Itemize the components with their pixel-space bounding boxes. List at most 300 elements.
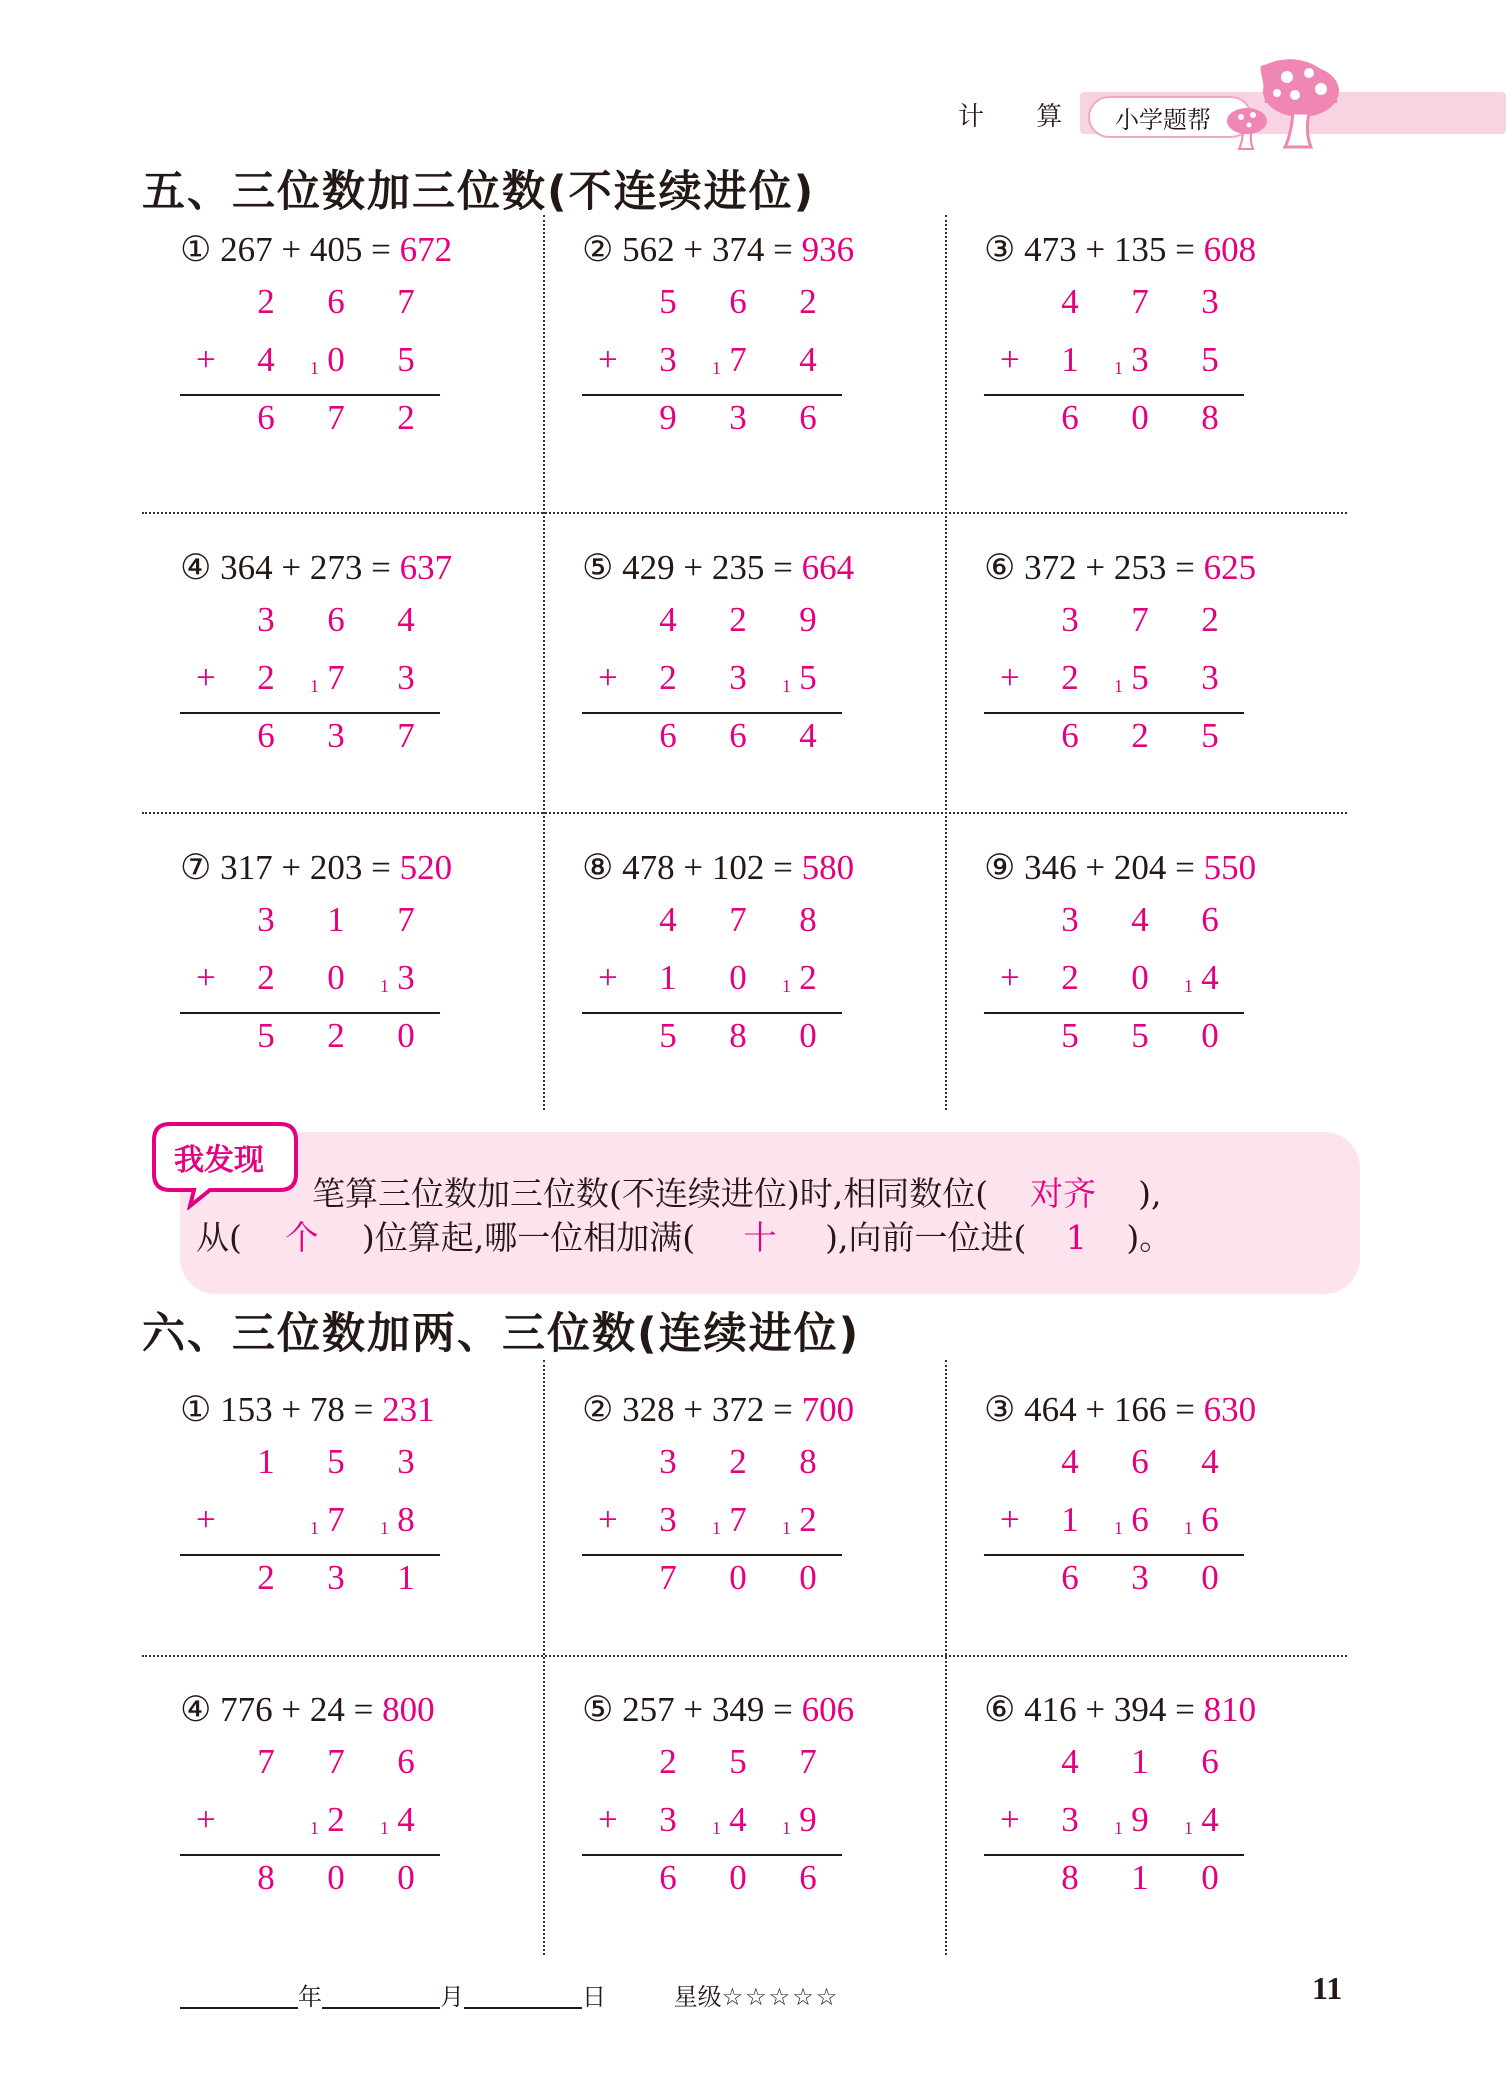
sum-digit: 1 bbox=[1131, 1858, 1149, 1897]
addend-digit: 2 bbox=[729, 1442, 747, 1481]
addend-digit: 4 bbox=[729, 1800, 747, 1839]
column-plus-sign: + bbox=[1000, 658, 1020, 697]
sum-line bbox=[582, 712, 842, 714]
problem-number: ② bbox=[582, 230, 614, 269]
addition-problem bbox=[180, 1390, 580, 1690]
addend-a: 372 bbox=[1024, 548, 1077, 587]
addend-digit: 3 bbox=[1131, 340, 1149, 379]
plus-sign: + bbox=[674, 230, 712, 269]
sum-digit: 6 bbox=[799, 1858, 817, 1897]
addend-a: 776 bbox=[220, 1690, 273, 1729]
addend-digit: 4 bbox=[1201, 958, 1219, 997]
addend-digit: 3 bbox=[729, 658, 747, 697]
spacer bbox=[211, 230, 220, 269]
sum-line bbox=[180, 1854, 440, 1856]
day-label: 日 bbox=[582, 1983, 606, 2011]
addend-digit: 2 bbox=[1061, 658, 1079, 697]
addend-digit: 6 bbox=[1201, 900, 1219, 939]
answer: 664 bbox=[801, 548, 855, 587]
year-label: 年 bbox=[298, 1983, 322, 2011]
addend-a: 346 bbox=[1024, 848, 1077, 887]
addend-a: 478 bbox=[622, 848, 675, 887]
addend-digit: 8 bbox=[799, 900, 817, 939]
discovery-text: 从( bbox=[196, 1218, 242, 1257]
answer: 810 bbox=[1203, 1690, 1257, 1729]
sum-digit: 6 bbox=[1061, 398, 1079, 437]
sum-line bbox=[984, 712, 1244, 714]
equation bbox=[180, 1390, 435, 1430]
answer: 608 bbox=[1203, 230, 1257, 269]
sum-digit: 3 bbox=[327, 716, 345, 755]
addend-digit: 6 bbox=[1201, 1500, 1219, 1539]
addend-a: 416 bbox=[1024, 1690, 1077, 1729]
addend-digit: 1 bbox=[327, 900, 345, 939]
addend-digit: 2 bbox=[729, 600, 747, 639]
addend-b: 253 bbox=[1113, 548, 1167, 587]
addend-digit: 4 bbox=[257, 340, 275, 379]
discovery-text: )。 bbox=[1126, 1218, 1173, 1257]
sum-digit: 2 bbox=[327, 1016, 345, 1055]
addition-problem bbox=[984, 848, 1384, 1148]
addition-problem bbox=[180, 548, 580, 848]
addition-problem bbox=[180, 230, 580, 530]
carry-mark: 1 bbox=[310, 1518, 319, 1538]
addend-b: 349 bbox=[711, 1690, 765, 1729]
carry-mark: 1 bbox=[712, 358, 721, 378]
spacer bbox=[613, 1390, 622, 1429]
equation bbox=[984, 848, 1256, 888]
addend-digit: 6 bbox=[397, 1742, 415, 1781]
spacer bbox=[1015, 230, 1024, 269]
spacer bbox=[211, 1390, 220, 1429]
column-plus-sign: + bbox=[598, 1500, 618, 1539]
problem-number: ③ bbox=[984, 1390, 1016, 1429]
sum-digit: 2 bbox=[257, 1558, 275, 1597]
addend-a: 364 bbox=[220, 548, 273, 587]
sum-line bbox=[582, 1012, 842, 1014]
addend-digit: 4 bbox=[659, 900, 677, 939]
sum-line bbox=[984, 394, 1244, 396]
addend-digit: 6 bbox=[1131, 1500, 1149, 1539]
spacer bbox=[613, 1690, 622, 1729]
addend-digit: 4 bbox=[1061, 1742, 1079, 1781]
problem-number: ② bbox=[582, 1390, 614, 1429]
addend-digit: 4 bbox=[1061, 1442, 1079, 1481]
addition-problem bbox=[984, 230, 1384, 530]
answer: 672 bbox=[399, 230, 453, 269]
carry-mark: 1 bbox=[380, 1518, 389, 1538]
problem-number: ④ bbox=[180, 548, 212, 587]
addend-digit: 5 bbox=[327, 1442, 345, 1481]
discovery-blank-align: 对齐 bbox=[1030, 1174, 1097, 1213]
discovery-badge: 我发现 bbox=[174, 1143, 264, 1178]
column-plus-sign: + bbox=[196, 958, 216, 997]
addend-digit: 3 bbox=[1201, 658, 1219, 697]
header-category: 计 算 bbox=[958, 102, 1085, 132]
addend-digit: 3 bbox=[257, 600, 275, 639]
answer: 550 bbox=[1203, 848, 1257, 887]
addend-digit: 7 bbox=[327, 1500, 345, 1539]
month-label: 月 bbox=[440, 1983, 464, 2011]
addend-digit: 1 bbox=[659, 958, 677, 997]
plus-sign: + bbox=[674, 548, 712, 587]
sum-digit: 1 bbox=[397, 1558, 415, 1597]
addend-digit: 6 bbox=[327, 282, 345, 321]
addend-digit: 3 bbox=[1201, 282, 1219, 321]
addend-digit: 1 bbox=[1131, 1742, 1149, 1781]
answer: 630 bbox=[1203, 1390, 1257, 1429]
answer: 231 bbox=[382, 1390, 435, 1429]
sum-digit: 0 bbox=[327, 1858, 345, 1897]
sum-digit: 7 bbox=[659, 1558, 677, 1597]
sum-digit: 0 bbox=[1201, 1858, 1219, 1897]
spacer bbox=[1015, 1390, 1024, 1429]
addition-problem bbox=[984, 548, 1384, 848]
equation bbox=[582, 1390, 854, 1430]
addend-digit: 7 bbox=[257, 1742, 275, 1781]
column-plus-sign: + bbox=[1000, 1800, 1020, 1839]
addition-problem bbox=[582, 230, 982, 530]
sum-line bbox=[180, 712, 440, 714]
sum-digit: 5 bbox=[257, 1016, 275, 1055]
addend-digit: 6 bbox=[729, 282, 747, 321]
sum-digit: 5 bbox=[1061, 1016, 1079, 1055]
sum-digit: 6 bbox=[659, 716, 677, 755]
addend-digit: 5 bbox=[799, 658, 817, 697]
carry-mark: 1 bbox=[310, 1818, 319, 1838]
section6-title: 六、三位数加两、三位数(连续进位) bbox=[142, 1309, 861, 1359]
footer-date bbox=[180, 1977, 839, 2012]
sum-digit: 6 bbox=[1061, 1558, 1079, 1597]
sum-digit: 3 bbox=[729, 398, 747, 437]
spacer bbox=[613, 548, 622, 587]
addend-digit: 1 bbox=[1061, 1500, 1079, 1539]
spacer bbox=[211, 848, 220, 887]
mushroom-icon bbox=[1225, 55, 1350, 150]
equals-sign: = bbox=[362, 230, 400, 269]
addend-digit: 2 bbox=[257, 958, 275, 997]
addend-a: 429 bbox=[622, 548, 675, 587]
carry-mark: 1 bbox=[1184, 1518, 1193, 1538]
sum-digit: 2 bbox=[397, 398, 415, 437]
equation bbox=[180, 848, 452, 888]
addend-digit: 8 bbox=[397, 1500, 415, 1539]
sum-digit: 0 bbox=[729, 1858, 747, 1897]
carry-mark: 1 bbox=[380, 1818, 389, 1838]
addend-digit: 3 bbox=[1061, 900, 1079, 939]
addend-digit: 3 bbox=[1061, 1800, 1079, 1839]
addend-digit: 4 bbox=[397, 600, 415, 639]
addend-digit: 2 bbox=[659, 658, 677, 697]
addend-digit: 4 bbox=[1131, 900, 1149, 939]
problem-number: ⑤ bbox=[582, 1690, 614, 1729]
month-blank[interactable] bbox=[322, 2007, 440, 2009]
plus-sign: + bbox=[272, 1690, 310, 1729]
addition-problem bbox=[984, 1390, 1384, 1690]
plus-sign: + bbox=[674, 848, 712, 887]
addend-digit: 1 bbox=[1061, 340, 1079, 379]
addend-a: 473 bbox=[1024, 230, 1077, 269]
addend-digit: 2 bbox=[799, 958, 817, 997]
column-plus-sign: + bbox=[598, 958, 618, 997]
sum-line bbox=[984, 1854, 1244, 1856]
header-brand: 小学题帮 bbox=[1115, 106, 1211, 134]
problem-number: ④ bbox=[180, 1690, 212, 1729]
carry-mark: 1 bbox=[1114, 676, 1123, 696]
sum-line bbox=[582, 394, 842, 396]
discovery-blank-place: 个 bbox=[285, 1218, 319, 1257]
sum-line bbox=[582, 1854, 842, 1856]
plus-sign: + bbox=[674, 1390, 712, 1429]
equals-sign: = bbox=[362, 548, 400, 587]
problem-number: ⑨ bbox=[984, 848, 1016, 887]
carry-mark: 1 bbox=[782, 1818, 791, 1838]
equals-sign: = bbox=[1166, 1390, 1204, 1429]
sum-digit: 9 bbox=[659, 398, 677, 437]
addend-b: 135 bbox=[1113, 230, 1167, 269]
addend-digit: 0 bbox=[327, 340, 345, 379]
equals-sign: = bbox=[344, 1690, 383, 1729]
problem-number: ① bbox=[180, 1390, 212, 1429]
addition-problem bbox=[582, 1690, 982, 1990]
addend-digit: 3 bbox=[659, 340, 677, 379]
carry-mark: 1 bbox=[782, 976, 791, 996]
problem-number: ① bbox=[180, 230, 212, 269]
addend-b: 394 bbox=[1113, 1690, 1167, 1729]
addend-digit: 2 bbox=[1061, 958, 1079, 997]
carry-mark: 1 bbox=[1114, 1818, 1123, 1838]
column-plus-sign: + bbox=[196, 340, 216, 379]
spacer bbox=[613, 848, 622, 887]
addition-problem bbox=[180, 848, 580, 1148]
equation bbox=[984, 548, 1256, 588]
equals-sign: = bbox=[1166, 1690, 1204, 1729]
equation bbox=[180, 548, 452, 588]
problem-number: ⑧ bbox=[582, 848, 614, 887]
sum-digit: 8 bbox=[729, 1016, 747, 1055]
column-plus-sign: + bbox=[598, 658, 618, 697]
answer: 580 bbox=[801, 848, 855, 887]
column-plus-sign: + bbox=[196, 1800, 216, 1839]
addend-digit: 2 bbox=[659, 1742, 677, 1781]
addend-b: 372 bbox=[711, 1390, 765, 1429]
equals-sign: = bbox=[1166, 548, 1204, 587]
plus-sign: + bbox=[272, 1390, 310, 1429]
addend-digit: 3 bbox=[659, 1500, 677, 1539]
plus-sign: + bbox=[272, 548, 310, 587]
plus-sign: + bbox=[674, 1690, 712, 1729]
answer: 700 bbox=[801, 1390, 855, 1429]
sum-digit: 0 bbox=[729, 1558, 747, 1597]
addend-digit: 2 bbox=[1201, 600, 1219, 639]
sum-digit: 6 bbox=[799, 398, 817, 437]
answer: 936 bbox=[801, 230, 855, 269]
addend-digit: 7 bbox=[1131, 600, 1149, 639]
discovery-text: )位算起,哪一位相加满( bbox=[361, 1218, 696, 1257]
equals-sign: = bbox=[764, 1690, 802, 1729]
rating-stars[interactable]: ☆☆☆☆☆ bbox=[721, 1983, 840, 2011]
addend-digit: 3 bbox=[1061, 600, 1079, 639]
addend-b: 78 bbox=[309, 1390, 345, 1429]
rating-label: 星级 bbox=[673, 1983, 722, 2011]
addend-b: 24 bbox=[309, 1690, 345, 1729]
addend-digit: 7 bbox=[799, 1742, 817, 1781]
addend-digit: 7 bbox=[397, 900, 415, 939]
equation bbox=[582, 230, 854, 270]
year-blank[interactable] bbox=[180, 2007, 298, 2009]
equals-sign: = bbox=[1166, 848, 1204, 887]
sum-line bbox=[582, 1554, 842, 1556]
discovery-text: ),向前一位进( bbox=[825, 1218, 1027, 1257]
plus-sign: + bbox=[272, 230, 310, 269]
answer: 606 bbox=[801, 1690, 855, 1729]
carry-mark: 1 bbox=[782, 676, 791, 696]
sum-digit: 6 bbox=[257, 398, 275, 437]
addend-digit: 4 bbox=[397, 1800, 415, 1839]
addend-a: 257 bbox=[622, 1690, 675, 1729]
addend-digit: 2 bbox=[257, 282, 275, 321]
equals-sign: = bbox=[764, 548, 802, 587]
addend-b: 204 bbox=[1113, 848, 1167, 887]
addend-digit: 6 bbox=[327, 600, 345, 639]
sum-digit: 5 bbox=[1201, 716, 1219, 755]
carry-mark: 1 bbox=[782, 1518, 791, 1538]
addend-digit: 4 bbox=[1061, 282, 1079, 321]
equals-sign: = bbox=[362, 848, 400, 887]
answer: 520 bbox=[399, 848, 453, 887]
equals-sign: = bbox=[764, 230, 802, 269]
addend-digit: 7 bbox=[729, 900, 747, 939]
addend-digit: 3 bbox=[257, 900, 275, 939]
addend-a: 317 bbox=[220, 848, 273, 887]
addend-digit: 0 bbox=[327, 958, 345, 997]
carry-mark: 1 bbox=[310, 358, 319, 378]
equals-sign: = bbox=[344, 1390, 383, 1429]
equation bbox=[984, 1690, 1256, 1730]
sum-digit: 3 bbox=[1131, 1558, 1149, 1597]
sum-digit: 0 bbox=[799, 1558, 817, 1597]
equation bbox=[582, 1690, 854, 1730]
column-plus-sign: + bbox=[1000, 958, 1020, 997]
addend-digit: 4 bbox=[799, 340, 817, 379]
problem-number: ⑥ bbox=[984, 1690, 1016, 1729]
column-plus-sign: + bbox=[196, 658, 216, 697]
answer: 625 bbox=[1203, 548, 1257, 587]
addend-digit: 3 bbox=[397, 658, 415, 697]
addition-problem bbox=[582, 848, 982, 1148]
sum-digit: 4 bbox=[799, 716, 817, 755]
plus-sign: + bbox=[1076, 1690, 1114, 1729]
sum-digit: 2 bbox=[1131, 716, 1149, 755]
carry-mark: 1 bbox=[712, 1818, 721, 1838]
spacer bbox=[613, 230, 622, 269]
addend-b: 102 bbox=[711, 848, 765, 887]
addend-digit: 0 bbox=[1131, 958, 1149, 997]
addend-digit: 6 bbox=[1131, 1442, 1149, 1481]
addend-digit: 7 bbox=[327, 1742, 345, 1781]
sum-digit: 0 bbox=[397, 1858, 415, 1897]
sum-digit: 0 bbox=[799, 1016, 817, 1055]
page-number: 11 bbox=[1312, 1970, 1343, 2006]
discovery-line1 bbox=[312, 1168, 1162, 1215]
day-blank[interactable] bbox=[464, 2007, 582, 2009]
addend-digit: 3 bbox=[659, 1442, 677, 1481]
sum-digit: 0 bbox=[397, 1016, 415, 1055]
spacer bbox=[211, 1690, 220, 1729]
sum-digit: 0 bbox=[1201, 1016, 1219, 1055]
column-plus-sign: + bbox=[196, 1500, 216, 1539]
addend-b: 405 bbox=[309, 230, 363, 269]
equation bbox=[984, 230, 1256, 270]
sum-line bbox=[180, 1554, 440, 1556]
equals-sign: = bbox=[764, 1390, 802, 1429]
carry-mark: 1 bbox=[1114, 358, 1123, 378]
addend-a: 464 bbox=[1024, 1390, 1077, 1429]
carry-mark: 1 bbox=[712, 1518, 721, 1538]
problem-number: ⑤ bbox=[582, 548, 614, 587]
equals-sign: = bbox=[1166, 230, 1204, 269]
discovery-line2 bbox=[196, 1212, 1172, 1259]
plus-sign: + bbox=[1076, 848, 1114, 887]
sum-digit: 8 bbox=[1201, 398, 1219, 437]
equation bbox=[180, 230, 452, 270]
carry-mark: 1 bbox=[380, 976, 389, 996]
plus-sign: + bbox=[1076, 1390, 1114, 1429]
sum-line bbox=[984, 1554, 1244, 1556]
equation bbox=[582, 548, 854, 588]
addend-digit: 7 bbox=[327, 658, 345, 697]
carry-mark: 1 bbox=[310, 676, 319, 696]
addend-digit: 4 bbox=[1201, 1800, 1219, 1839]
addend-digit: 3 bbox=[397, 958, 415, 997]
addend-b: 273 bbox=[309, 548, 363, 587]
addend-digit: 5 bbox=[1201, 340, 1219, 379]
addend-a: 328 bbox=[622, 1390, 675, 1429]
addend-digit: 2 bbox=[799, 1500, 817, 1539]
column-plus-sign: + bbox=[598, 340, 618, 379]
addend-digit: 7 bbox=[397, 282, 415, 321]
addend-digit: 9 bbox=[799, 1800, 817, 1839]
addend-digit: 9 bbox=[1131, 1800, 1149, 1839]
discovery-text: 笔算三位数加三位数(不连续进位)时,相同数位( bbox=[312, 1174, 989, 1213]
column-plus-sign: + bbox=[1000, 340, 1020, 379]
addend-digit: 4 bbox=[659, 600, 677, 639]
addend-digit: 2 bbox=[799, 282, 817, 321]
sum-digit: 3 bbox=[327, 1558, 345, 1597]
addend-a: 562 bbox=[622, 230, 675, 269]
plus-sign: + bbox=[272, 848, 310, 887]
addend-b: 203 bbox=[309, 848, 363, 887]
column-plus-sign: + bbox=[1000, 1500, 1020, 1539]
addend-digit: 2 bbox=[327, 1800, 345, 1839]
carry-mark: 1 bbox=[1184, 976, 1193, 996]
equation bbox=[984, 1390, 1256, 1430]
addition-problem bbox=[180, 1690, 580, 1990]
problem-number: ③ bbox=[984, 230, 1016, 269]
spacer bbox=[211, 548, 220, 587]
addend-b: 235 bbox=[711, 548, 765, 587]
sum-digit: 7 bbox=[327, 398, 345, 437]
addend-b: 166 bbox=[1113, 1390, 1167, 1429]
addend-b: 374 bbox=[711, 230, 765, 269]
addend-digit: 0 bbox=[729, 958, 747, 997]
addend-digit: 2 bbox=[257, 658, 275, 697]
sum-digit: 0 bbox=[1201, 1558, 1219, 1597]
carry-mark: 1 bbox=[1184, 1818, 1193, 1838]
problem-number: ⑥ bbox=[984, 548, 1016, 587]
addend-digit: 7 bbox=[729, 1500, 747, 1539]
section5-title: 五、三位数加三位数(不连续进位) bbox=[142, 167, 816, 217]
